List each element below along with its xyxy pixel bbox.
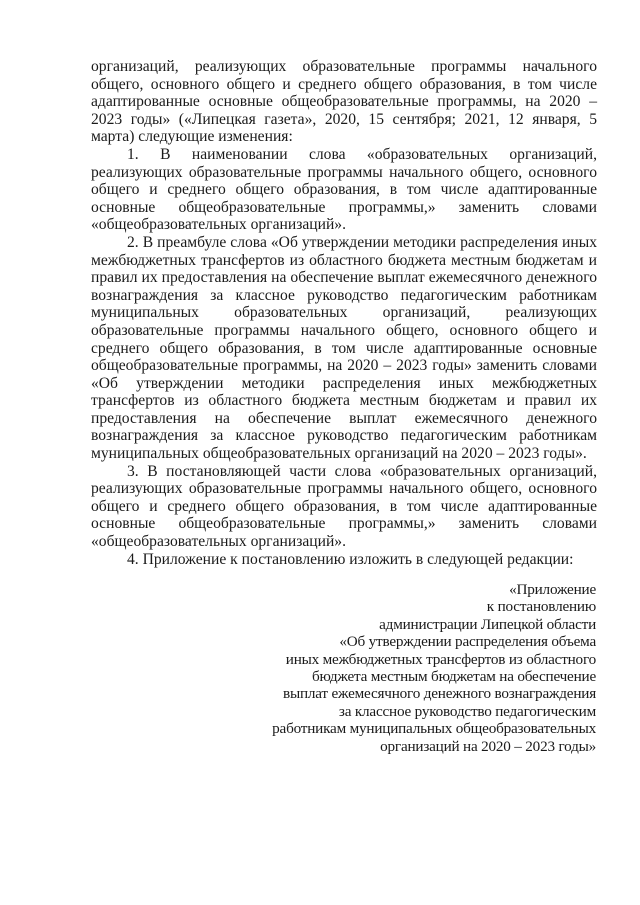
intro-paragraph: организаций, реализующих образовательные программы начального общего, основного общего и среднего общего образования, в том числе адаптированные основные общеобразовательные программы, на 2020 – 2023 годы» («Липецкая газета», 2020, 15 сентября; 2021, 12 января, 5 марта) следующие изменения: xyxy=(91,58,597,146)
appendix-line: администрации Липецкой области xyxy=(379,615,596,633)
appendix-line: «Об утверждении распределения объема xyxy=(339,633,596,651)
amendment-item-4: 4. Приложение к постановлению изложить в следующей редакции: xyxy=(127,550,574,568)
appendix-line: иных межбюджетных трансфертов из областного xyxy=(285,650,596,668)
appendix-line: бюджета местным бюджетам на обеспечение xyxy=(311,668,596,686)
amendment-item-1: 1. В наименовании слова «образовательных организаций, реализующих образовательные программы начального общего, основного общего и среднего общего образования, в том числе адаптированные основные общеобразовательные программы,» заменить словами «общеобразовательных организаций». xyxy=(91,145,597,234)
amendment-item-3: 3. В постановляющей части слова «образовательных организаций, реализующих образовательные программы начального общего, основного общего и среднего общего образования, в том числе адаптированные основные общеобразовательные программы,» заменить словами «общеобразовательных организаций». xyxy=(91,462,597,551)
appendix-line: «Приложение xyxy=(509,581,596,598)
document-body xyxy=(91,58,597,568)
appendix-line: работникам муниципальных общеобразовательных xyxy=(272,720,596,738)
appendix-line: за классное руководство педагогическим xyxy=(338,702,596,720)
appendix-line: организаций на 2020 – 2023 годы» xyxy=(380,737,596,755)
appendix-header xyxy=(236,581,596,755)
appendix-line: к постановлению xyxy=(486,598,596,616)
appendix-line: выплат ежемесячного денежного вознаграждения xyxy=(283,685,596,703)
amendment-item-2: 2. В преамбуле слова «Об утверждении методики распределения иных межбюджетных трансфертов из областного бюджета местным бюджетам и правил их предоставления на обеспечение выплат ежемесячного денежного вознаграждения за классное руководство педагогическим работникам муниципальных образовательных организаций, реализующих образовательные программы начального общего, основного общего и среднего общего образования, в том числе адаптированные основные общеобразовательные программы, на 2020 – 2023 годы» заменить словами «Об утверждении методики распределения иных межбюджетных трансфертов из областного бюджета местным бюджетам и правил их предоставления на обеспечение выплат ежемесячного денежного вознаграждения за классное руководство педагогическим работникам муниципальных общеобразовательных организаций на 2020 – 2023 годы». xyxy=(91,233,597,463)
